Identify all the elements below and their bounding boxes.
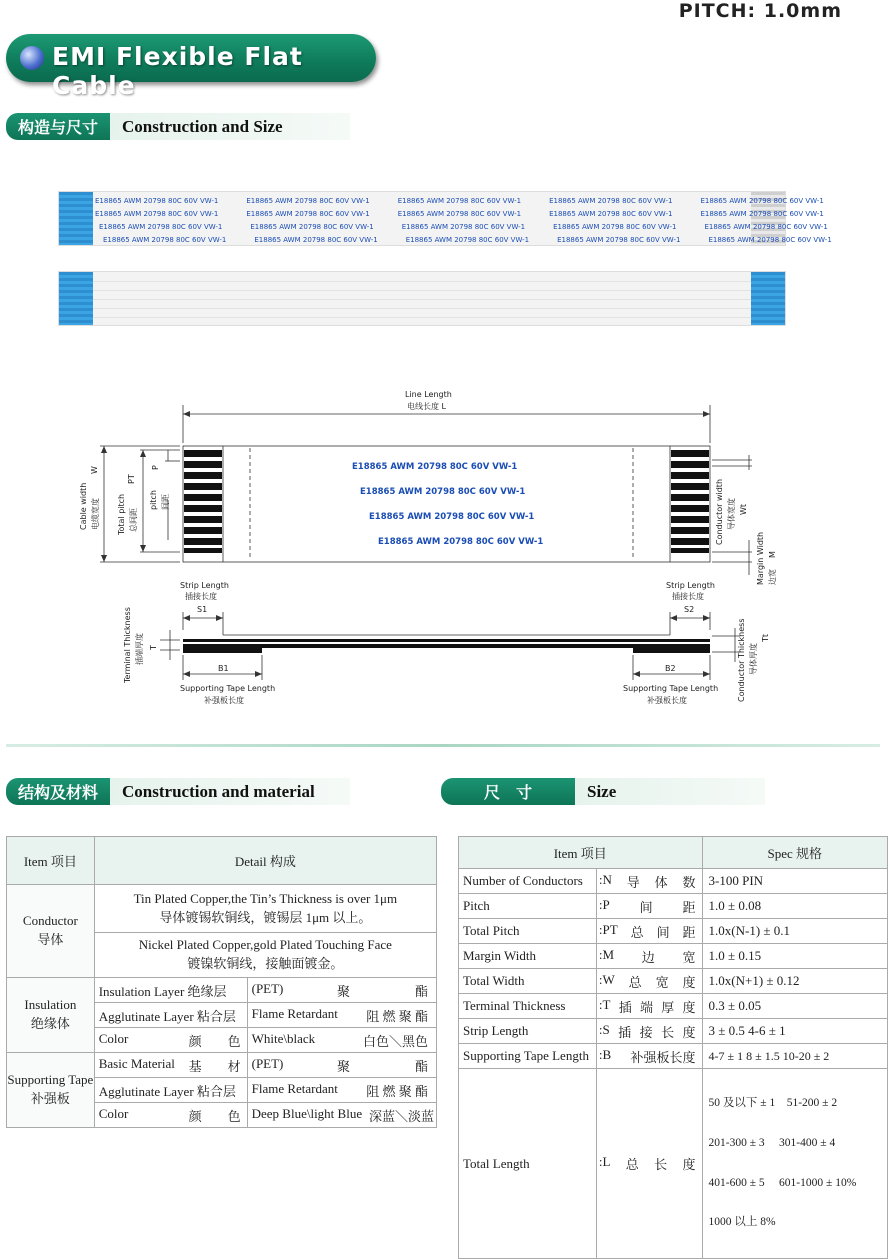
support-tape-label-right: Supporting Tape Length: [623, 684, 719, 693]
cable-tab-left: [59, 272, 93, 325]
table-row: Tin Plated Copper,the Tin’s Thickness is over 1μm 导体镀锡软铜线，镀锡层 1μm 以上。: [94, 885, 436, 933]
table-header: Detail 构成: [94, 837, 436, 885]
material-table: [6, 836, 437, 1128]
total-pitch-label-cn: 总间距: [129, 508, 138, 532]
table-row: Total Width :W 总 宽 度 1.0x(N+1) ± 0.12: [459, 969, 888, 994]
strip-length-label-cn: 插接长度: [185, 592, 217, 601]
conductor-thickness-label-cn: 导体厚度: [749, 643, 758, 675]
terminal-thickness-label-cn: 插端厚度: [135, 633, 144, 665]
support-tape-label-right-cn: 补强板长度: [647, 696, 687, 705]
line-length-label: Line Length: [405, 390, 452, 399]
table-row: Pitch :P 间 距 1.0 ± 0.08: [459, 894, 888, 919]
cable-print-row: E18865 AWM 20798 80C 60V VW-1 E18865 AWM 20798 80C 60V VW-1 E18865 AWM 20798 80C 60V VW-1 E18865 AWM 20798 80C 60V VW-1 E18865 AWM 20798 80C 60V VW-1: [103, 236, 832, 244]
table-cell: Agglutinate Layer 粘合层: [94, 1078, 247, 1103]
section-header-material: [6, 778, 350, 805]
cable-tab-right: [751, 272, 785, 325]
margin-width-code: M: [768, 551, 777, 558]
drawing-print-4: E18865 AWM 20798 80C 60V VW-1: [378, 537, 544, 547]
table-cell: Flame Retardant 阻 燃 聚 酯: [247, 1003, 436, 1028]
conductor-category: Conductor 导体: [7, 885, 95, 978]
table-row: Nickel Plated Copper,gold Plated Touching Face 镀镍软铜线，接触面镀金。: [94, 933, 436, 978]
s1-label: S1: [197, 605, 208, 614]
strip-length-label: Strip Length: [180, 581, 229, 590]
s2-label: S2: [684, 605, 695, 614]
cable-tab-left: [59, 192, 93, 245]
table-cell: (PET) 聚 酯: [247, 1053, 436, 1078]
table-cell: White\black 白色＼黑色: [247, 1028, 436, 1053]
size-table: [458, 836, 888, 1259]
section-title-en: Size: [575, 778, 765, 805]
table-cell: (PET) 聚 酯: [247, 978, 436, 1003]
cable-width-code: W: [90, 466, 99, 474]
cable-print-row: E18865 AWM 20798 80C 60V VW-1 E18865 AWM 20798 80C 60V VW-1 E18865 AWM 20798 80C 60V VW-1 E18865 AWM 20798 80C 60V VW-1 E18865 AWM 20798 80C 60V VW-1: [95, 210, 824, 218]
pitch-label: PITCH: 1.0mm: [678, 0, 842, 22]
table-cell: Flame Retardant 阻 燃 聚 酯: [247, 1078, 436, 1103]
total-pitch-label: Total pitch: [117, 493, 126, 535]
terminal-thickness-label: Terminal Thickness: [123, 607, 132, 683]
b1-label: B1: [218, 664, 229, 673]
table-row: Terminal Thickness :T 插 端 厚 度 0.3 ± 0.05: [459, 994, 888, 1019]
support-tape-label: Supporting Tape Length: [180, 684, 276, 693]
table-row: Strip Length :S 插 接 长 度 3 ± 0.5 4-6 ± 1: [459, 1019, 888, 1044]
cable-width-label: Cable width: [79, 482, 88, 530]
margin-width-label-cn: 边宽: [768, 569, 777, 585]
supporting-tape-category: Supporting Tape 补强板: [7, 1053, 95, 1128]
margin-width-label: Margin Width: [756, 531, 765, 585]
conductor-width-code: Wt: [739, 503, 748, 515]
conductor-bars: [183, 450, 710, 653]
page-title: EMI Flexible Flat Cable: [52, 42, 303, 100]
table-row: Supporting Tape Length :B 补强板长度 4-7 ± 1 8 ± 1.5 10-20 ± 2: [459, 1044, 888, 1069]
table-row: Margin Width :M 边 宽 1.0 ± 0.15: [459, 944, 888, 969]
pitch-label-cn: 间距: [161, 494, 170, 510]
conductor-width-label-cn: 导体宽度: [727, 498, 736, 530]
cable-photo-top: [58, 191, 832, 246]
support-tape-label-cn: 补强板长度: [204, 696, 244, 705]
line-length-label-cn: 电线长度 L: [407, 402, 446, 411]
table-cell: Agglutinate Layer 粘合层: [94, 1003, 247, 1028]
table-header: Spec 规格: [702, 837, 887, 869]
strip-length-label-right-cn: 插接长度: [672, 592, 704, 601]
total-pitch-code: PT: [127, 474, 136, 484]
technical-drawing: [0, 380, 890, 730]
drawing-print-1: E18865 AWM 20798 80C 60V VW-1: [352, 462, 518, 472]
section-title-cn: 尺 寸: [441, 778, 575, 805]
table-cell: Insulation Layer 绝缘层: [94, 978, 247, 1003]
cable-photo-bottom: [58, 271, 786, 326]
title-banner: [6, 34, 376, 100]
table-row: Total Pitch :PT 总 间 距 1.0x(N-1) ± 0.1: [459, 919, 888, 944]
section-title-cn: 结构及材料: [6, 778, 110, 805]
globe-icon: [20, 46, 44, 70]
table-cell: Color 颜 色: [94, 1103, 247, 1128]
section-divider: [6, 744, 880, 747]
conductor-width-label: Conductor width: [715, 478, 724, 545]
cable-width-label-cn: 电缆宽度: [91, 498, 100, 530]
table-header: Item 项目: [459, 837, 703, 869]
section-header-construction-size: [6, 113, 350, 140]
section-header-size: [441, 778, 765, 805]
insulation-category: Insulation 绝缘体: [7, 978, 95, 1053]
cable-print-row: E18865 AWM 20798 80C 60V VW-1 E18865 AWM 20798 80C 60V VW-1 E18865 AWM 20798 80C 60V VW-1 E18865 AWM 20798 80C 60V VW-1 E18865 AWM 20798 80C 60V VW-1: [99, 223, 828, 231]
table-row: Total Length :L 总 长 度 50 及以下 ± 1 51-200 ± 2 201-300 ± 3 301-400 ± 4 401-600 ± 5 601-1000 ± 10% 1000 以上 8%: [459, 1069, 888, 1259]
drawing-print-2: E18865 AWM 20798 80C 60V VW-1: [360, 487, 526, 497]
conductor-thickness-code: Tt: [761, 633, 770, 642]
cable-print-row: E18865 AWM 20798 80C 60V VW-1 E18865 AWM 20798 80C 60V VW-1 E18865 AWM 20798 80C 60V VW-1 E18865 AWM 20798 80C 60V VW-1 E18865 AWM 20798 80C 60V VW-1: [95, 197, 824, 205]
section-title-en: Construction and Size: [110, 113, 350, 140]
terminal-thickness-code: T: [149, 645, 158, 650]
section-title-cn: 构造与尺寸: [6, 113, 110, 140]
table-row: Number of Conductors :N 导 体 数 3-100 PIN: [459, 869, 888, 894]
table-cell: Color 颜 色: [94, 1028, 247, 1053]
conductor-thickness-label: Conductor Thickness: [737, 618, 746, 702]
pitch-label: pitch: [149, 490, 158, 510]
b2-label: B2: [665, 664, 676, 673]
table-header: Item 项目: [7, 837, 95, 885]
table-cell: Deep Blue\light Blue 深蓝＼淡蓝: [247, 1103, 436, 1128]
strip-length-label-right: Strip Length: [666, 581, 715, 590]
pitch-code: P: [151, 465, 160, 470]
section-title-en: Construction and material: [110, 778, 350, 805]
table-cell: Basic Material 基 材: [94, 1053, 247, 1078]
drawing-print-3: E18865 AWM 20798 80C 60V VW-1: [369, 512, 535, 522]
